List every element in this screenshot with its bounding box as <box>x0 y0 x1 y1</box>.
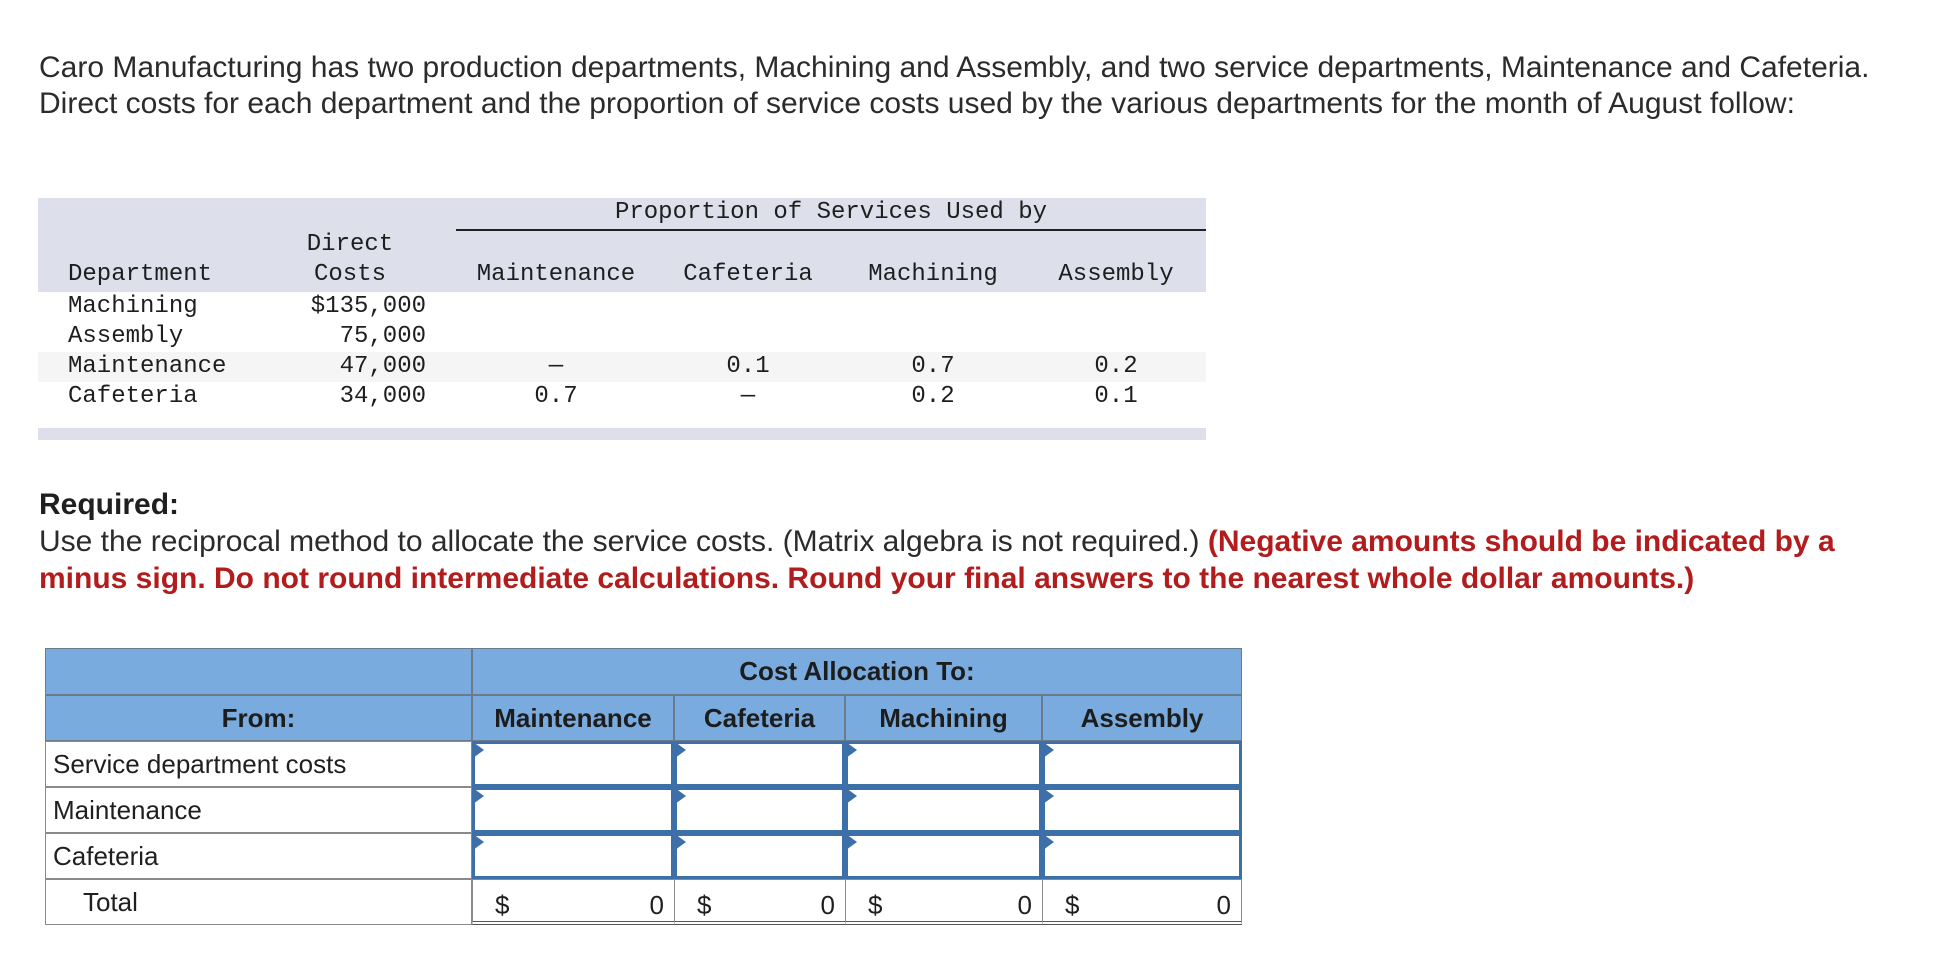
amount-field[interactable] <box>475 790 671 830</box>
input-maintenance-maintenance[interactable] <box>472 787 674 833</box>
row-cost: 34,000 <box>339 383 426 410</box>
input-marker-icon <box>473 742 484 758</box>
input-maintenance-machining[interactable] <box>845 787 1042 833</box>
col-maintenance: Maintenance <box>476 261 636 288</box>
input-marker-icon <box>846 788 857 804</box>
required-text: Use the reciprocal method to allocate the service costs. (Matrix algebra is not required.) <box>39 525 1208 558</box>
row-proportion-maintenance: 0.7 <box>534 383 578 410</box>
row-label-maintenance: Maintenance <box>45 787 472 833</box>
header-blank <box>45 648 472 695</box>
input-maintenance-cafeteria[interactable] <box>674 787 845 833</box>
input-marker-icon <box>473 834 484 850</box>
input-service-assembly[interactable] <box>1042 741 1242 787</box>
row-proportion-machining: 0.2 <box>911 383 955 410</box>
input-cafeteria-maintenance[interactable] <box>472 833 674 879</box>
amount-field[interactable] <box>677 836 842 876</box>
col-direct-line1: Direct <box>306 231 394 258</box>
amount-field[interactable] <box>677 744 842 784</box>
col-machining: Machining <box>868 261 998 288</box>
col-department: Department <box>68 261 213 288</box>
total-amount: 0 <box>1216 890 1231 920</box>
required-instruction: (Negative amounts should be indicated by a minus sign. Do not round intermediate calculations. Round your final answers to the nearest whole dollar amounts.) <box>39 525 1835 595</box>
total-assembly <box>1042 879 1242 925</box>
amount-field[interactable] <box>848 790 1039 830</box>
amount-field[interactable] <box>677 790 842 830</box>
amount-field[interactable] <box>1045 836 1239 876</box>
input-marker-icon <box>675 742 686 758</box>
from-header: From: <box>45 695 472 741</box>
amount-field[interactable] <box>475 836 671 876</box>
amount-field[interactable] <box>475 744 671 784</box>
row-dept: Cafeteria <box>68 383 198 410</box>
col-header-machining: Machining <box>845 695 1042 741</box>
input-service-maintenance[interactable] <box>472 741 674 787</box>
input-marker-icon <box>846 742 857 758</box>
total-machining <box>845 879 1042 925</box>
input-marker-icon <box>1043 788 1054 804</box>
input-marker-icon <box>675 788 686 804</box>
input-marker-icon <box>1043 742 1054 758</box>
row-cost: 47,000 <box>339 353 426 380</box>
col-header-cafeteria: Cafeteria <box>674 695 845 741</box>
input-marker-icon <box>1043 834 1054 850</box>
row-label-total: Total <box>45 879 472 925</box>
input-marker-icon <box>675 834 686 850</box>
input-marker-icon <box>846 834 857 850</box>
col-header-maintenance: Maintenance <box>472 695 674 741</box>
input-service-cafeteria[interactable] <box>674 741 845 787</box>
row-proportion-assembly: 0.1 <box>1094 383 1138 410</box>
currency-symbol: $ <box>868 890 883 920</box>
row-label-service-department-costs: Service department costs <box>45 741 472 787</box>
row-proportion-cafeteria: — <box>740 383 756 410</box>
total-amount: 0 <box>1017 890 1032 920</box>
row-proportion-cafeteria: 0.1 <box>726 353 770 380</box>
group-header-rule <box>456 229 1206 231</box>
col-cafeteria: Cafeteria <box>683 261 813 288</box>
row-label-cafeteria: Cafeteria <box>45 833 472 879</box>
row-proportion-assembly: 0.2 <box>1094 353 1138 380</box>
currency-symbol: $ <box>1065 890 1080 920</box>
row-dept: Machining <box>68 293 198 320</box>
required-title: Required: <box>39 488 180 521</box>
input-cafeteria-machining[interactable] <box>845 833 1042 879</box>
input-service-machining[interactable] <box>845 741 1042 787</box>
input-maintenance-assembly[interactable] <box>1042 787 1242 833</box>
input-marker-icon <box>473 788 484 804</box>
row-dept: Maintenance <box>68 353 227 380</box>
amount-field[interactable] <box>1045 790 1239 830</box>
row-proportion-maintenance: — <box>548 353 564 380</box>
col-direct-line2: Costs <box>313 261 386 288</box>
row-proportion-machining: 0.7 <box>911 353 955 380</box>
total-cafeteria <box>674 879 845 925</box>
row-cost: 75,000 <box>339 323 426 350</box>
total-maintenance <box>472 879 674 925</box>
input-cafeteria-assembly[interactable] <box>1042 833 1242 879</box>
intro-paragraph: Caro Manufacturing has two production departments, Machining and Assembly, and two service departments, Maintenance and Cafeteria. Direct costs for each department and the proportion of service costs used by the various departments for the month of August follow: <box>39 51 1870 120</box>
group-header: Proportion of Services Used by <box>614 199 1048 226</box>
col-header-assembly: Assembly <box>1042 695 1242 741</box>
col-assembly: Assembly <box>1058 261 1174 288</box>
row-dept: Assembly <box>68 323 184 350</box>
input-cafeteria-cafeteria[interactable] <box>674 833 845 879</box>
currency-symbol: $ <box>495 890 510 920</box>
amount-field[interactable] <box>848 744 1039 784</box>
department-data-table <box>38 198 1206 440</box>
currency-symbol: $ <box>697 890 712 920</box>
cost-allocation-header: Cost Allocation To: <box>472 648 1242 695</box>
amount-field[interactable] <box>848 836 1039 876</box>
table-footer-band <box>38 428 1206 440</box>
amount-field[interactable] <box>1045 744 1239 784</box>
total-amount: 0 <box>820 890 835 920</box>
total-amount: 0 <box>649 890 664 920</box>
required-section <box>39 486 1929 597</box>
row-cost: $135,000 <box>310 293 426 320</box>
